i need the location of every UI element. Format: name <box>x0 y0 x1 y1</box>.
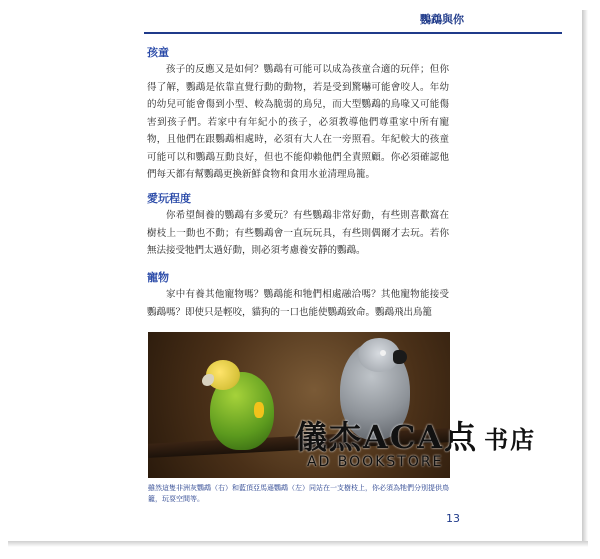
section-title-playfulness: 愛玩程度 <box>147 192 191 205</box>
amazon-wing-patch <box>254 402 264 418</box>
running-head-title: 鸚鵡與你 <box>420 13 464 26</box>
page-shadow-bottom <box>8 541 588 547</box>
page-number: 13 <box>446 512 460 525</box>
watermark-logo <box>295 412 536 458</box>
photo-caption: 雖然這隻非洲灰鸚鵡（右）和藍頂亞馬遜鸚鵡（左）同站在一支樹枝上，你必須為牠們分別提供鳥籠，玩耍空間等。 <box>148 484 449 503</box>
section-paragraph-playfulness: 你希望飼養的鸚鵡有多愛玩？有些鸚鵡非常好動，有些則喜歡窩在樹枝上一動也不動；有些鸚鵡會一直玩玩具，有些則偶爾才去玩。若你無法接受牠們太過好動，則必須考慮養安靜的鸚鵡。 <box>147 210 449 256</box>
bookstore-watermark <box>295 412 537 470</box>
section-title-children: 孩童 <box>147 46 169 59</box>
grey-beak <box>393 350 407 364</box>
section-paragraph-pets: 家中有養其他寵物嗎？鸚鵡能和牠們相處融洽嗎？其他寵物能接受鸚鵡嗎？即使只是輕咬，貓狗的一口也能使鸚鵡致命。鸚鵡飛出鳥籠 <box>147 289 449 318</box>
section-title-pets: 寵物 <box>147 271 169 284</box>
running-head-rule <box>144 32 562 34</box>
watermark-english: AD BOOKSTORE <box>307 454 444 470</box>
watermark-shop: 书店 <box>484 425 537 454</box>
section-paragraph-children: 孩子的反應又是如何？鸚鵡有可能可以成為孩童合適的玩伴；但你得了解，鸚鵡是依靠直覺行動的動物，若是受到驚嚇可能會咬人。年幼的幼兒可能會傷到小型、較為脆弱的鳥兒，而大型鸚鵡的鳥喙又可能傷害到孩子們。若家中有年紀小的孩子，必須教導他們尊重家中所有寵物，且他們在跟鸚鵡相處時，必須有大人在一旁照看。年紀較大的孩童可能可以和鸚鵡互動良好，但也不能仰賴他們全責照顧。你必須確認他們每天都有幫鸚鵡更換新鮮食物和食用水並清理鳥籠。 <box>147 64 449 180</box>
grey-eye <box>380 350 386 356</box>
watermark-name: 儀杰ACA点 <box>295 418 479 456</box>
page-shadow-right <box>582 10 588 545</box>
